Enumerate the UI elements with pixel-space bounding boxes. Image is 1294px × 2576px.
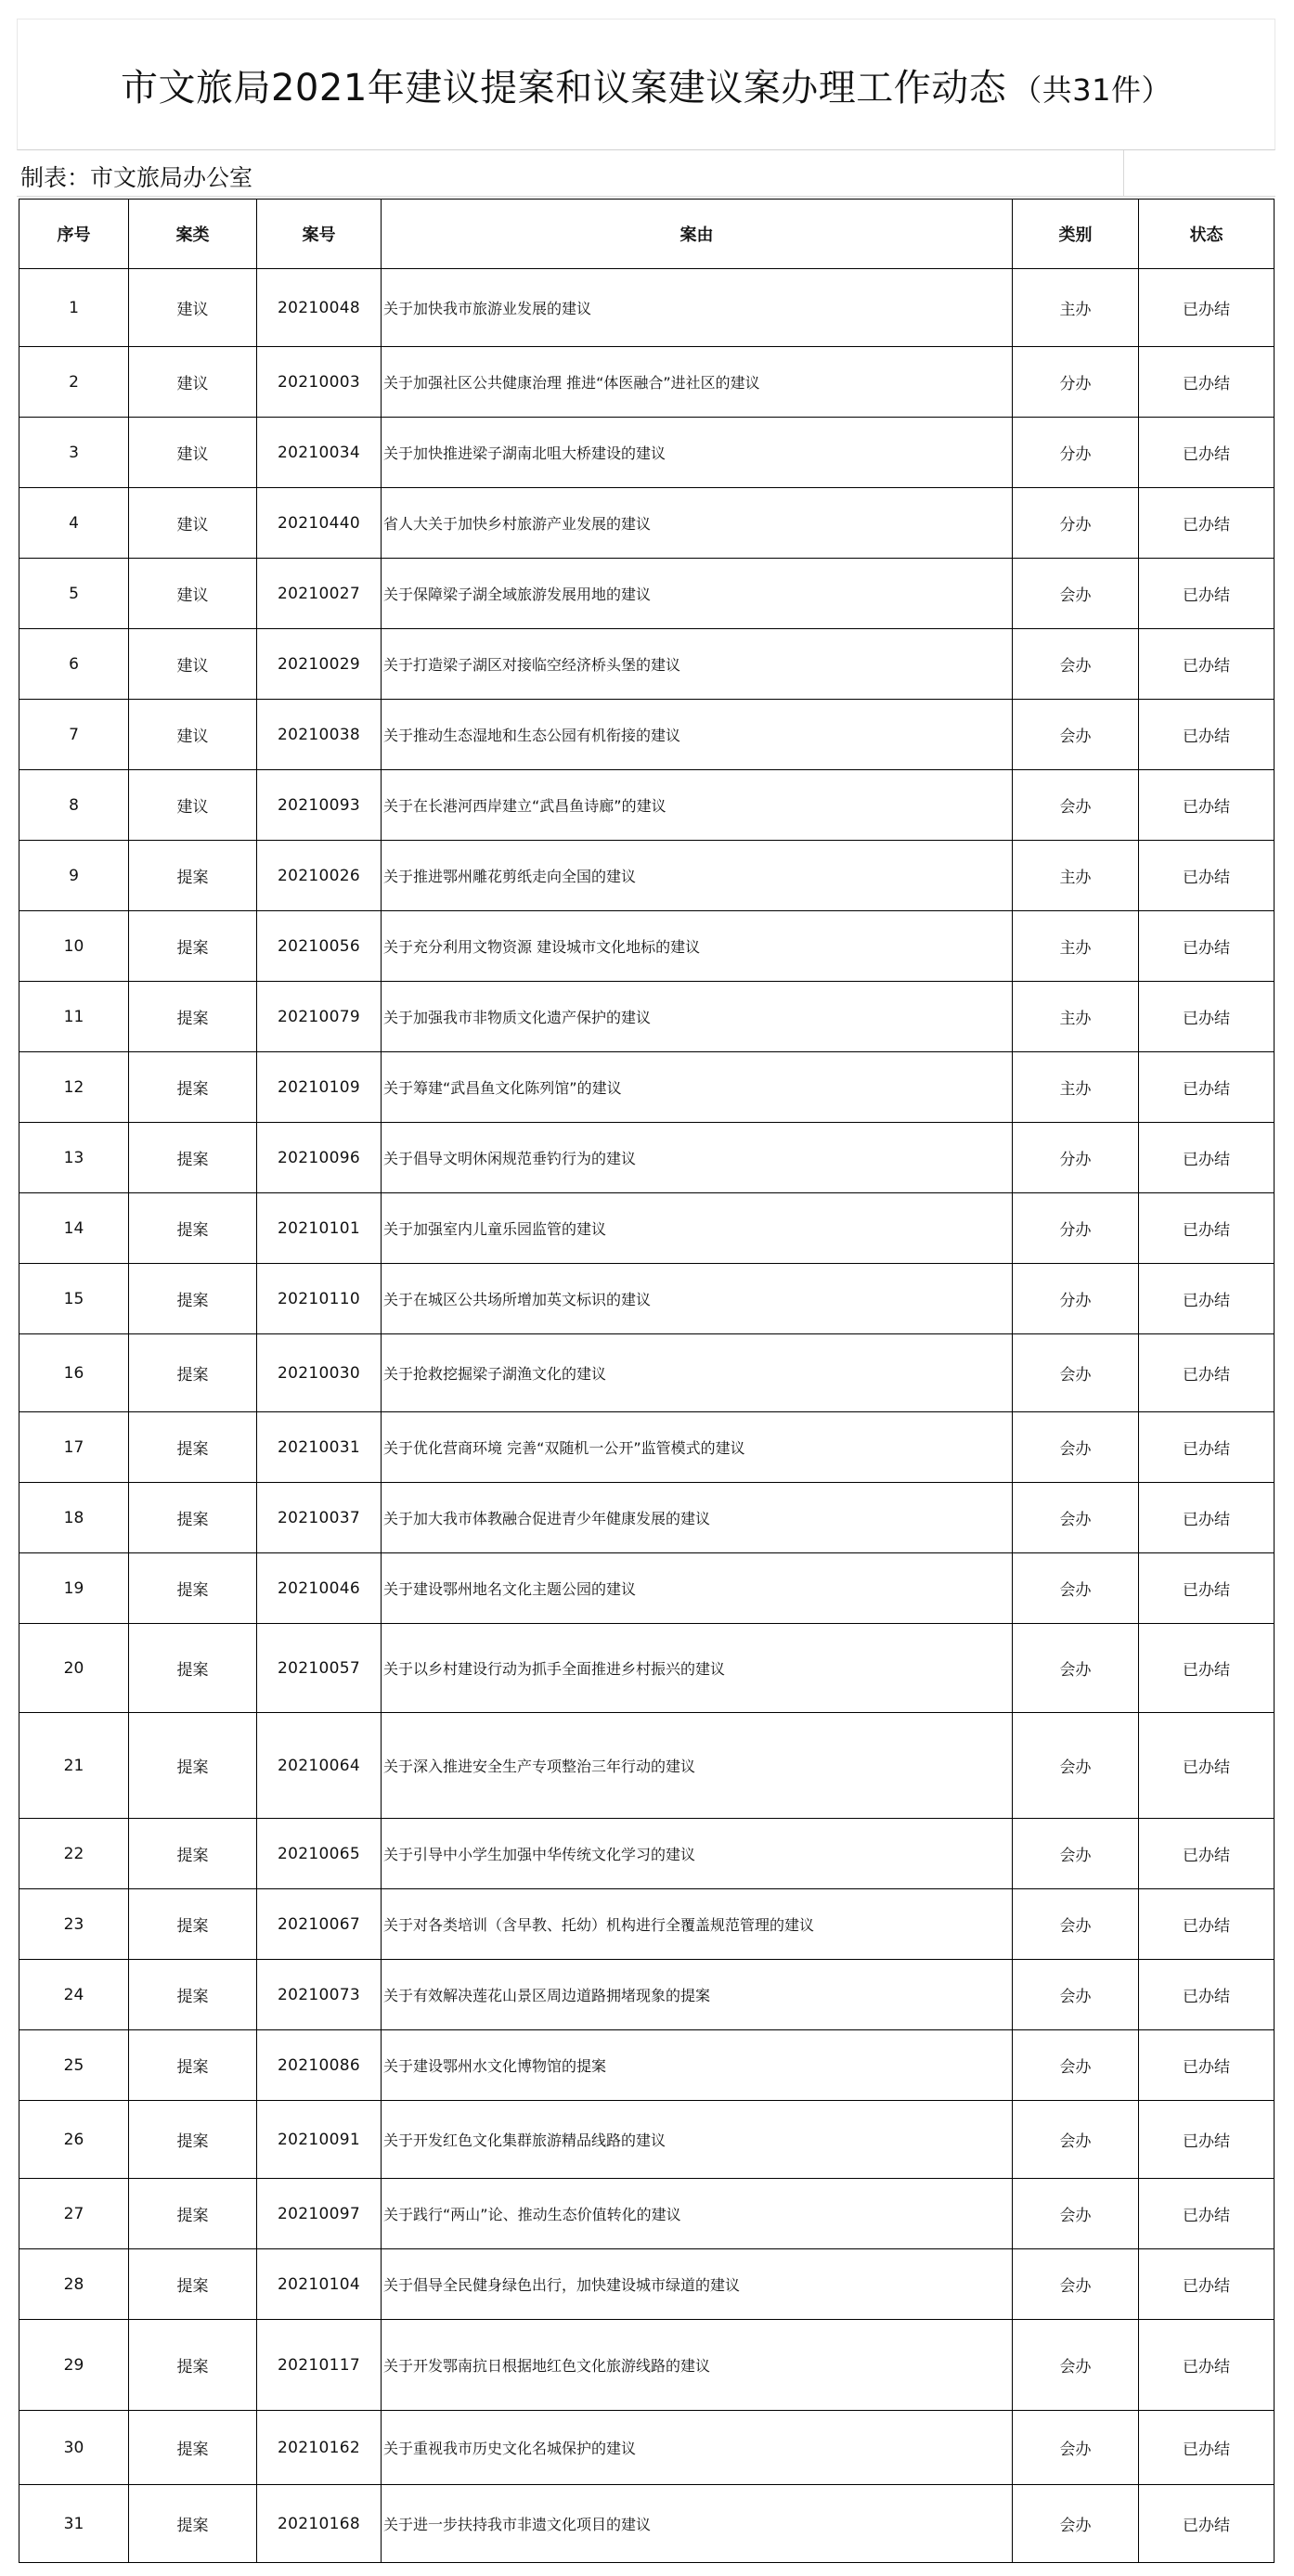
row-index: 15: [19, 1264, 129, 1334]
row-index: 19: [19, 1553, 129, 1624]
row-subject: 关于加强我市非物质文化遗产保护的建议: [382, 982, 1013, 1052]
row-status: 已办结: [1139, 1624, 1275, 1713]
row-category: 分办: [1013, 1193, 1139, 1264]
table-row: [19, 1123, 1275, 1193]
row-index: 28: [19, 2249, 129, 2320]
table-row: [19, 2179, 1275, 2249]
row-status: 已办结: [1139, 1123, 1275, 1193]
table-row: [19, 1193, 1275, 1264]
row-index: 30: [19, 2411, 129, 2485]
row-type: 提案: [129, 1713, 257, 1819]
table-row: [19, 1960, 1275, 2030]
row-status: 已办结: [1139, 2101, 1275, 2179]
row-type: 建议: [129, 488, 257, 559]
page-title: [121, 58, 1171, 111]
row-subject: 关于保障梁子湖全域旅游发展用地的建议: [382, 559, 1013, 629]
row-subject: 关于加强社区公共健康治理 推进“体医融合”进社区的建议: [382, 347, 1013, 418]
row-type: 提案: [129, 1819, 257, 1889]
table-row: [19, 982, 1275, 1052]
row-type: 提案: [129, 1624, 257, 1713]
row-type: 提案: [129, 1264, 257, 1334]
row-category: 会办: [1013, 2101, 1139, 2179]
row-case-number: 20210034: [257, 418, 382, 488]
table-row: [19, 2030, 1275, 2101]
table-row: [19, 1819, 1275, 1889]
row-index: 4: [19, 488, 129, 559]
row-status: 已办结: [1139, 1483, 1275, 1553]
row-subject: 关于打造梁子湖区对接临空经济桥头堡的建议: [382, 629, 1013, 700]
table-row: [19, 841, 1275, 911]
row-type: 提案: [129, 2101, 257, 2179]
row-category: 会办: [1013, 1624, 1139, 1713]
row-case-number: 20210096: [257, 1123, 382, 1193]
table-row: [19, 1553, 1275, 1624]
table-row: [19, 559, 1275, 629]
row-type: 提案: [129, 1193, 257, 1264]
table-row: [19, 1624, 1275, 1713]
row-index: 11: [19, 982, 129, 1052]
row-category: 会办: [1013, 2411, 1139, 2485]
maker-row: [17, 150, 1275, 197]
row-status: 已办结: [1139, 2249, 1275, 2320]
row-type: 提案: [129, 2179, 257, 2249]
table-row: [19, 1713, 1275, 1819]
table-row: [19, 2411, 1275, 2485]
row-subject: 关于对各类培训（含早教、托幼）机构进行全覆盖规范管理的建议: [382, 1889, 1013, 1960]
row-status: 已办结: [1139, 770, 1275, 841]
row-category: 会办: [1013, 2320, 1139, 2411]
row-subject: 关于加大我市体教融合促进青少年健康发展的建议: [382, 1483, 1013, 1553]
row-type: 提案: [129, 1960, 257, 2030]
row-category: 会办: [1013, 559, 1139, 629]
row-type: 提案: [129, 2249, 257, 2320]
row-category: 主办: [1013, 982, 1139, 1052]
row-case-number: 20210030: [257, 1334, 382, 1412]
column-header-subject: 案由: [382, 200, 1013, 269]
row-type: 建议: [129, 559, 257, 629]
column-header-case-number: 案号: [257, 200, 382, 269]
row-status: 已办结: [1139, 269, 1275, 347]
row-type: 提案: [129, 2485, 257, 2563]
table-row: [19, 269, 1275, 347]
table-header-row: [19, 200, 1275, 269]
row-index: 25: [19, 2030, 129, 2101]
row-case-number: 20210097: [257, 2179, 382, 2249]
maker-label: 制表：市文旅局办公室: [20, 164, 253, 191]
row-case-number: 20210057: [257, 1624, 382, 1713]
row-category: 会办: [1013, 2179, 1139, 2249]
row-case-number: 20210110: [257, 1264, 382, 1334]
row-type: 提案: [129, 1889, 257, 1960]
row-category: 会办: [1013, 1889, 1139, 1960]
row-type: 提案: [129, 841, 257, 911]
row-subject: 关于在长港河西岸建立“武昌鱼诗廊”的建议: [382, 770, 1013, 841]
table-row: [19, 770, 1275, 841]
row-category: 主办: [1013, 911, 1139, 982]
row-subject: 关于重视我市历史文化名城保护的建议: [382, 2411, 1013, 2485]
row-status: 已办结: [1139, 982, 1275, 1052]
column-header-type: 案类: [129, 200, 257, 269]
row-type: 建议: [129, 770, 257, 841]
row-category: 会办: [1013, 700, 1139, 770]
row-case-number: 20210065: [257, 1819, 382, 1889]
row-category: 会办: [1013, 1412, 1139, 1483]
row-case-number: 20210109: [257, 1052, 382, 1123]
table-row: [19, 1412, 1275, 1483]
row-case-number: 20210003: [257, 347, 382, 418]
row-status: 已办结: [1139, 1960, 1275, 2030]
row-category: 会办: [1013, 1483, 1139, 1553]
table-row: [19, 1052, 1275, 1123]
row-subject: 关于有效解决莲花山景区周边道路拥堵现象的提案: [382, 1960, 1013, 2030]
row-type: 提案: [129, 1334, 257, 1412]
row-subject: 关于优化营商环境 完善“双随机一公开”监管模式的建议: [382, 1412, 1013, 1483]
row-category: 分办: [1013, 488, 1139, 559]
row-index: 7: [19, 700, 129, 770]
row-category: 会办: [1013, 1819, 1139, 1889]
row-index: 3: [19, 418, 129, 488]
row-type: 建议: [129, 629, 257, 700]
row-status: 已办结: [1139, 559, 1275, 629]
row-category: 分办: [1013, 418, 1139, 488]
row-index: 12: [19, 1052, 129, 1123]
row-subject: 关于建设鄂州水文化博物馆的提案: [382, 2030, 1013, 2101]
table-row: [19, 1264, 1275, 1334]
table-row: [19, 1889, 1275, 1960]
row-status: 已办结: [1139, 1193, 1275, 1264]
table-row: [19, 1334, 1275, 1412]
row-case-number: 20210048: [257, 269, 382, 347]
row-index: 13: [19, 1123, 129, 1193]
row-case-number: 20210117: [257, 2320, 382, 2411]
row-subject: 关于以乡村建设行动为抓手全面推进乡村振兴的建议: [382, 1624, 1013, 1713]
row-index: 16: [19, 1334, 129, 1412]
row-index: 26: [19, 2101, 129, 2179]
row-subject: 关于开发鄂南抗日根据地红色文化旅游线路的建议: [382, 2320, 1013, 2411]
row-type: 提案: [129, 1052, 257, 1123]
row-case-number: 20210104: [257, 2249, 382, 2320]
row-index: 10: [19, 911, 129, 982]
row-category: 主办: [1013, 269, 1139, 347]
row-type: 提案: [129, 1553, 257, 1624]
row-case-number: 20210056: [257, 911, 382, 982]
row-index: 20: [19, 1624, 129, 1713]
table-row: [19, 700, 1275, 770]
table-row: [19, 418, 1275, 488]
row-case-number: 20210064: [257, 1713, 382, 1819]
row-index: 23: [19, 1889, 129, 1960]
row-subject: 关于倡导全民健身绿色出行，加快建设城市绿道的建议: [382, 2249, 1013, 2320]
proposal-table: [19, 199, 1275, 2563]
row-subject: 关于践行“两山”论、推动生态价值转化的建议: [382, 2179, 1013, 2249]
row-subject: 关于加快我市旅游业发展的建议: [382, 269, 1013, 347]
row-subject: 关于推进鄂州雕花剪纸走向全国的建议: [382, 841, 1013, 911]
row-subject: 关于开发红色文化集群旅游精品线路的建议: [382, 2101, 1013, 2179]
row-subject: 关于引导中小学生加强中华传统文化学习的建议: [382, 1819, 1013, 1889]
row-status: 已办结: [1139, 1264, 1275, 1334]
row-index: 31: [19, 2485, 129, 2563]
row-category: 会办: [1013, 629, 1139, 700]
row-status: 已办结: [1139, 2179, 1275, 2249]
row-index: 27: [19, 2179, 129, 2249]
row-category: 会办: [1013, 1553, 1139, 1624]
row-case-number: 20210026: [257, 841, 382, 911]
row-index: 8: [19, 770, 129, 841]
table-row: [19, 629, 1275, 700]
table-row: [19, 1483, 1275, 1553]
row-status: 已办结: [1139, 2320, 1275, 2411]
row-category: 会办: [1013, 770, 1139, 841]
row-type: 建议: [129, 347, 257, 418]
row-category: 分办: [1013, 1264, 1139, 1334]
row-case-number: 20210031: [257, 1412, 382, 1483]
row-category: 会办: [1013, 2030, 1139, 2101]
row-status: 已办结: [1139, 1713, 1275, 1819]
row-type: 提案: [129, 2320, 257, 2411]
column-header-index: 序号: [19, 200, 129, 269]
row-index: 1: [19, 269, 129, 347]
row-case-number: 20210046: [257, 1553, 382, 1624]
row-index: 6: [19, 629, 129, 700]
row-category: 分办: [1013, 347, 1139, 418]
row-category: 会办: [1013, 1960, 1139, 2030]
row-type: 提案: [129, 1123, 257, 1193]
row-status: 已办结: [1139, 1334, 1275, 1412]
row-case-number: 20210093: [257, 770, 382, 841]
row-category: 主办: [1013, 1052, 1139, 1123]
row-status: 已办结: [1139, 700, 1275, 770]
table-row: [19, 347, 1275, 418]
row-index: 24: [19, 1960, 129, 2030]
row-category: 会办: [1013, 2249, 1139, 2320]
row-category: 会办: [1013, 1334, 1139, 1412]
row-case-number: 20210440: [257, 488, 382, 559]
table-row: [19, 2101, 1275, 2179]
row-subject: 关于抢救挖掘梁子湖渔文化的建议: [382, 1334, 1013, 1412]
row-index: 5: [19, 559, 129, 629]
row-index: 18: [19, 1483, 129, 1553]
row-type: 提案: [129, 2411, 257, 2485]
row-case-number: 20210073: [257, 1960, 382, 2030]
table-row: [19, 2320, 1275, 2411]
row-status: 已办结: [1139, 841, 1275, 911]
row-status: 已办结: [1139, 2485, 1275, 2563]
row-subject: 关于加快推进梁子湖南北咀大桥建设的建议: [382, 418, 1013, 488]
table-body: [19, 269, 1275, 2563]
row-case-number: 20210029: [257, 629, 382, 700]
row-subject: 关于建设鄂州地名文化主题公园的建议: [382, 1553, 1013, 1624]
item-count: （共31件）: [1012, 71, 1172, 108]
maker-row-divider: [1123, 150, 1124, 197]
row-case-number: 20210168: [257, 2485, 382, 2563]
row-index: 22: [19, 1819, 129, 1889]
row-status: 已办结: [1139, 347, 1275, 418]
row-type: 提案: [129, 982, 257, 1052]
row-case-number: 20210079: [257, 982, 382, 1052]
row-subject: 关于推动生态湿地和生态公园有机衔接的建议: [382, 700, 1013, 770]
row-subject: 关于在城区公共场所增加英文标识的建议: [382, 1264, 1013, 1334]
row-category: 会办: [1013, 2485, 1139, 2563]
row-status: 已办结: [1139, 1553, 1275, 1624]
column-header-category: 类别: [1013, 200, 1139, 269]
row-subject: 关于筹建“武昌鱼文化陈列馆”的建议: [382, 1052, 1013, 1123]
row-subject: 关于深入推进安全生产专项整治三年行动的建议: [382, 1713, 1013, 1819]
row-status: 已办结: [1139, 418, 1275, 488]
row-type: 建议: [129, 269, 257, 347]
row-status: 已办结: [1139, 911, 1275, 982]
row-status: 已办结: [1139, 1052, 1275, 1123]
row-case-number: 20210037: [257, 1483, 382, 1553]
row-status: 已办结: [1139, 2411, 1275, 2485]
row-category: 主办: [1013, 841, 1139, 911]
row-case-number: 20210162: [257, 2411, 382, 2485]
table-row: [19, 488, 1275, 559]
row-subject: 关于倡导文明休闲规范垂钓行为的建议: [382, 1123, 1013, 1193]
row-case-number: 20210101: [257, 1193, 382, 1264]
row-index: 9: [19, 841, 129, 911]
row-case-number: 20210086: [257, 2030, 382, 2101]
row-status: 已办结: [1139, 2030, 1275, 2101]
row-index: 2: [19, 347, 129, 418]
row-subject: 关于加强室内儿童乐园监管的建议: [382, 1193, 1013, 1264]
row-type: 提案: [129, 1483, 257, 1553]
row-index: 17: [19, 1412, 129, 1483]
row-subject: 关于进一步扶持我市非遗文化项目的建议: [382, 2485, 1013, 2563]
table-row: [19, 911, 1275, 982]
title-box: [17, 19, 1275, 150]
row-index: 21: [19, 1713, 129, 1819]
row-type: 建议: [129, 700, 257, 770]
row-index: 29: [19, 2320, 129, 2411]
row-type: 建议: [129, 418, 257, 488]
table-row: [19, 2249, 1275, 2320]
row-index: 14: [19, 1193, 129, 1264]
row-status: 已办结: [1139, 1889, 1275, 1960]
row-type: 提案: [129, 911, 257, 982]
row-status: 已办结: [1139, 1412, 1275, 1483]
row-type: 提案: [129, 1412, 257, 1483]
row-status: 已办结: [1139, 629, 1275, 700]
column-header-status: 状态: [1139, 200, 1275, 269]
row-case-number: 20210067: [257, 1889, 382, 1960]
row-case-number: 20210027: [257, 559, 382, 629]
page-title-text: 市文旅局2021年建议提案和议案建议案办理工作动态: [120, 66, 1007, 109]
row-type: 提案: [129, 2030, 257, 2101]
row-status: 已办结: [1139, 1819, 1275, 1889]
row-category: 会办: [1013, 1713, 1139, 1819]
row-category: 分办: [1013, 1123, 1139, 1193]
row-case-number: 20210038: [257, 700, 382, 770]
row-subject: 省人大关于加快乡村旅游产业发展的建议: [382, 488, 1013, 559]
row-status: 已办结: [1139, 488, 1275, 559]
row-case-number: 20210091: [257, 2101, 382, 2179]
row-subject: 关于充分利用文物资源 建设城市文化地标的建议: [382, 911, 1013, 982]
table-row: [19, 2485, 1275, 2563]
